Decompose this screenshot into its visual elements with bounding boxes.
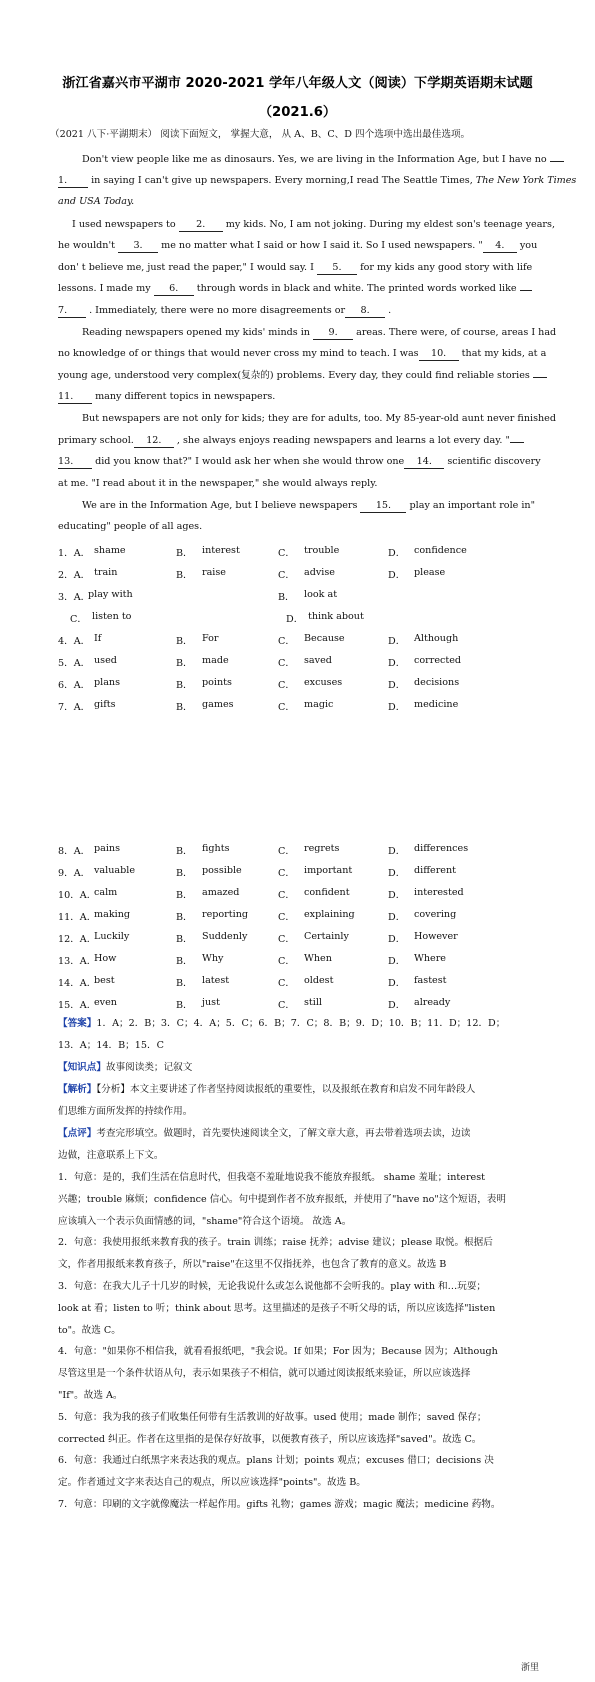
blank-8: 8. bbox=[345, 305, 385, 318]
knowledge-point: 【知识点】故事阅读类；记叙文 bbox=[58, 1062, 193, 1073]
option-c: C． bbox=[278, 978, 295, 989]
option-dt: differences bbox=[414, 843, 469, 854]
explanation-line: "If"。故选 A。 bbox=[58, 1390, 123, 1401]
explanation-line: 文，作者用报纸来教育孩子，所以"raise"在这里不仅指抚养，也包含了教育的意义。故选 B bbox=[58, 1259, 447, 1271]
option-dt: different bbox=[414, 865, 457, 876]
answer-line2: 13．A；14．B；15．C bbox=[58, 1040, 164, 1051]
option-ct: When bbox=[304, 953, 332, 964]
option-bt: made bbox=[202, 655, 229, 666]
explanation-line: 6．句意：我通过白纸黑字来表达我的观点。plans 计划；points 观点；excuses 借口；decisions 决 bbox=[58, 1455, 494, 1467]
passage-p4-line1: But newspapers are not only for kids; they are for adults, too. My 85-year-old aunt never finished bbox=[82, 413, 557, 424]
option-ct: still bbox=[304, 997, 322, 1008]
option-ct: magic bbox=[304, 699, 334, 710]
blank-9: 9. bbox=[313, 327, 353, 340]
option-ct: excuses bbox=[304, 677, 343, 688]
option-a: pains bbox=[94, 843, 121, 854]
option-bt: points bbox=[202, 677, 232, 688]
option-ct: oldest bbox=[304, 975, 334, 986]
option-bt: possible bbox=[202, 865, 242, 876]
option-num: C． bbox=[70, 614, 87, 625]
option-c: C． bbox=[278, 846, 295, 857]
option-a: shame bbox=[94, 545, 126, 556]
document-title-line2: （2021.6） bbox=[258, 105, 337, 120]
option-d: D． bbox=[388, 658, 406, 669]
option-ct: Because bbox=[304, 633, 345, 644]
option-dt: fastest bbox=[414, 975, 447, 986]
option-a: If bbox=[94, 633, 102, 644]
option-ct: saved bbox=[304, 655, 332, 666]
option-bt: latest bbox=[202, 975, 230, 986]
explanation-line: to"。故选 C。 bbox=[58, 1324, 121, 1336]
option-a: plans bbox=[94, 677, 121, 688]
option-num: 7．A． bbox=[58, 702, 91, 713]
explanation-line: 7．句意：印刷的文字就像魔法一样起作用。gifts 礼物；games 游戏；magic 魔法；medicine 药物。 bbox=[58, 1499, 501, 1510]
passage-p2-line5: 7. . Immediately, there were no more disagreements or 8. . bbox=[58, 305, 392, 316]
question-row bbox=[58, 909, 538, 923]
option-d: D． bbox=[388, 956, 406, 967]
option-c: C． bbox=[278, 658, 295, 669]
option-num: 14．A． bbox=[58, 978, 97, 989]
option-num: 13．A． bbox=[58, 956, 97, 967]
option-num: 9．A． bbox=[58, 868, 91, 879]
blank-1: 1. bbox=[58, 175, 88, 188]
option-ct: look at bbox=[304, 589, 338, 600]
blank-13: 13. bbox=[58, 456, 92, 469]
comment-line1: 【点评】考查完形填空。做题时，首先要快速阅读全文，了解文章大意，再去带着选项去读，边读 bbox=[58, 1128, 471, 1139]
passage-p4-line4: at me. "I read about it in the newspaper," she would always reply. bbox=[58, 478, 378, 489]
option-dt: medicine bbox=[414, 699, 459, 710]
comment-line2: 边做，注意联系上下文。 bbox=[58, 1150, 164, 1161]
option-num: 1．A． bbox=[58, 548, 91, 559]
option-b: B． bbox=[176, 702, 193, 713]
document-title-line1: 浙江省嘉兴市平湖市 2020-2021 学年八年级人文（阅读）下学期英语期末试题 bbox=[62, 76, 533, 91]
option-dt: please bbox=[414, 567, 446, 578]
option-b: B． bbox=[176, 956, 193, 967]
option-c: C． bbox=[278, 890, 295, 901]
option-ct: regrets bbox=[304, 843, 340, 854]
explanation-line: 定。作者通过文字来表达自己的观点，所以应该选择"points"。故选 B。 bbox=[58, 1477, 366, 1489]
option-b: B． bbox=[176, 1000, 193, 1011]
option-num: 10．A． bbox=[58, 890, 97, 901]
explanation-line: 2．句意：我使用报纸来教育我的孩子。train 训练；raise 抚养；advise 建议；please 取悦。根据后 bbox=[58, 1237, 493, 1249]
option-c: C． bbox=[278, 868, 295, 879]
option-d: D． bbox=[388, 636, 406, 647]
blank-2: 2. bbox=[179, 219, 223, 232]
option-ct: explaining bbox=[304, 909, 355, 920]
footer-mark: 浙里 bbox=[520, 1663, 539, 1673]
instruction: （2021 八下·平湖期末） 阅读下面短文， 掌握大意， 从 A、B、C、D 四个选项中选出最佳选项。 bbox=[50, 129, 471, 140]
analysis-line2: 们思维方面所发挥的持续作用。 bbox=[58, 1106, 193, 1117]
option-bt: fights bbox=[202, 843, 230, 854]
option-a: valuable bbox=[94, 865, 135, 876]
option-c: B． bbox=[278, 592, 295, 603]
explanation-line: 4．句意："如果你不相信我，就看看报纸吧，"我会说。If 如果；For 因为；Because 因为；Although bbox=[58, 1346, 498, 1358]
option-dt: Although bbox=[414, 633, 459, 644]
option-b: B． bbox=[176, 680, 193, 691]
option-a: How bbox=[94, 953, 117, 964]
option-a: listen to bbox=[92, 611, 132, 622]
option-d: D． bbox=[388, 912, 406, 923]
option-b: B． bbox=[176, 978, 193, 989]
question-row bbox=[58, 633, 538, 647]
option-num: 12．A． bbox=[58, 934, 97, 945]
blank-15: 15. bbox=[360, 500, 406, 513]
answer-line1: 【答案】1．A；2．B；3．C；4．A；5．C；6．B；7．C；8．B；9．D；10．B；11．D；12．D； bbox=[58, 1018, 506, 1029]
option-bt: just bbox=[202, 997, 220, 1008]
option-num: 3．A． bbox=[58, 592, 91, 603]
option-a: making bbox=[94, 909, 131, 920]
option-num: 15．A． bbox=[58, 1000, 97, 1011]
option-ct: Certainly bbox=[304, 931, 349, 942]
question-row bbox=[58, 931, 538, 945]
passage-p5-line2: educating" people of all ages. bbox=[58, 521, 203, 532]
explanation-line: 尽管这里是一个条件状语从句，表示如果孩子不相信，就可以通过阅读报纸来验证，所以应该选择 bbox=[58, 1368, 471, 1380]
option-c: C． bbox=[278, 680, 295, 691]
explanation-line: look at 看；listen to 听；think about 思考。这里描述的是孩子不听父母的话，所以应该选择"listen bbox=[58, 1302, 496, 1314]
explanation-line: 兴趣；trouble 麻烦；confidence 信心。句中提到作者不放弃报纸，并使用了"have no"这个短语，表明 bbox=[58, 1193, 506, 1205]
option-d: D． bbox=[388, 978, 406, 989]
explanation-line: 5．句意：我为我的孩子们收集任何带有生活教训的好故事。used 使用；made 制作；saved 保存； bbox=[58, 1411, 487, 1423]
option-b: B． bbox=[176, 846, 193, 857]
option-b: B． bbox=[176, 868, 193, 879]
passage-p2-line2: he wouldn't 3. me no matter what I said or how I said it. So I used newspapers. " 4. you bbox=[58, 240, 538, 251]
passage-p2-line3: don' t believe me, just read the paper," I would say. I 5. for my kids any good story with life bbox=[58, 262, 533, 273]
option-b: B． bbox=[176, 658, 193, 669]
passage-p3-line3: young age, understood very complex(复杂的) problems. Every day, they could find reliable stories bbox=[58, 370, 538, 382]
option-num: 6．A． bbox=[58, 680, 91, 691]
option-d: D． bbox=[388, 846, 406, 857]
option-c: C． bbox=[278, 548, 295, 559]
option-num: 2．A． bbox=[58, 570, 91, 581]
option-dt: corrected bbox=[414, 655, 462, 666]
question-row bbox=[58, 975, 538, 989]
blank-7: 7. bbox=[58, 305, 86, 318]
explanation-line: 3．句意：在我大儿子十几岁的时候，无论我说什么或怎么说他都不会听我的。play with 和…玩耍； bbox=[58, 1281, 487, 1292]
option-a: gifts bbox=[94, 699, 116, 710]
question-row bbox=[58, 677, 538, 691]
option-b: B． bbox=[176, 890, 193, 901]
option-dt: covering bbox=[414, 909, 457, 920]
option-c: C． bbox=[278, 570, 295, 581]
option-b: B． bbox=[176, 636, 193, 647]
option-dt: However bbox=[414, 931, 458, 942]
blank-12: 12. bbox=[134, 435, 174, 448]
question-row bbox=[58, 655, 538, 669]
option-a: even bbox=[94, 997, 117, 1008]
option-bt: For bbox=[202, 633, 219, 644]
option-dt: decisions bbox=[414, 677, 460, 688]
question-row bbox=[58, 953, 538, 967]
option-a: train bbox=[94, 567, 118, 578]
option-bt: Why bbox=[202, 953, 224, 964]
option-c: C． bbox=[278, 912, 295, 923]
option-bt: amazed bbox=[202, 887, 240, 898]
question-row bbox=[58, 567, 538, 581]
option-dt: already bbox=[414, 997, 451, 1008]
option-a: Luckily bbox=[94, 931, 130, 942]
option-d: D． bbox=[388, 934, 406, 945]
option-c: C． bbox=[278, 636, 295, 647]
question-row bbox=[58, 865, 538, 879]
option-ct: trouble bbox=[304, 545, 340, 556]
question-row bbox=[58, 545, 538, 559]
option-a: calm bbox=[94, 887, 118, 898]
option-a: best bbox=[94, 975, 115, 986]
question-row bbox=[58, 887, 538, 901]
option-d: D． bbox=[388, 1000, 406, 1011]
option-b: B． bbox=[176, 934, 193, 945]
explanation-line: 1．句意：是的，我们生活在信息时代，但我毫不羞耻地说我不能放弃报纸。 shame 羞耻；interest bbox=[58, 1172, 485, 1183]
option-b: B． bbox=[176, 548, 193, 559]
option-d: D． bbox=[388, 868, 406, 879]
option-num: 11．A． bbox=[58, 912, 97, 923]
blank-5: 5. bbox=[317, 262, 357, 275]
option-bt: raise bbox=[202, 567, 226, 578]
option-bt: games bbox=[202, 699, 234, 710]
passage-p2-line1: I used newspapers to 2. my kids. No, I am not joking. During my eldest son's teenage years, bbox=[72, 219, 555, 230]
blank-6: 6. bbox=[154, 283, 194, 296]
option-b: B． bbox=[176, 912, 193, 923]
option-c: C． bbox=[278, 934, 295, 945]
blank-11: 11. bbox=[58, 391, 92, 404]
option-c: D． bbox=[286, 614, 304, 625]
passage-p4-line3: 13. did you know that?" I would ask her when she would throw one 14. scientific discovery bbox=[58, 456, 541, 467]
passage-p3-line4: 11. many different topics in newspapers. bbox=[58, 391, 276, 402]
explanation-line: corrected 纠正。作者在这里指的是保存好故事，以便教育孩子，所以应该选择"saved"。故选 C。 bbox=[58, 1433, 482, 1445]
option-num: 5．A． bbox=[58, 658, 91, 669]
blank-14: 14. bbox=[404, 456, 444, 469]
question-row bbox=[58, 589, 538, 603]
option-a: used bbox=[94, 655, 117, 666]
option-c: C． bbox=[278, 1000, 295, 1011]
question-row bbox=[58, 843, 538, 857]
question-row bbox=[58, 997, 538, 1011]
passage-p2-line4: lessons. I made my 6. through words in black and white. The printed words worked like bbox=[58, 283, 538, 296]
option-d: D． bbox=[388, 890, 406, 901]
option-c: C． bbox=[278, 702, 295, 713]
option-d: D． bbox=[388, 548, 406, 559]
option-d: D． bbox=[388, 702, 406, 713]
option-ct: confident bbox=[304, 887, 350, 898]
question-row bbox=[58, 699, 538, 713]
explanation-line: 应该填入一个表示负面情感的词，"shame"符合这个语境。 故选 A。 bbox=[58, 1215, 352, 1227]
option-d: D． bbox=[388, 570, 406, 581]
option-num: 4．A． bbox=[58, 636, 91, 647]
passage-p3-line2: no knowledge of or things that would never cross my mind to teach. I was 10. that my kids, at a bbox=[58, 348, 547, 359]
passage-p3-line1: Reading newspapers opened my kids' minds in 9. areas. There were, of course, areas I had bbox=[82, 327, 557, 338]
passage-p1-line2: 1. in saying I can't give up newspapers. Every morning,I read The Seattle Times, The New York Times bbox=[58, 175, 577, 186]
passage-p4-line2: primary school. 12. , she always enjoys reading newspapers and learns a lot every day. " bbox=[58, 435, 538, 448]
option-ct: advise bbox=[304, 567, 335, 578]
question-row bbox=[58, 611, 538, 625]
option-ct: think about bbox=[308, 611, 364, 622]
analysis-line1: 【解析】【分析】本文主要讲述了作者坚持阅读报纸的重要性，以及报纸在教育和启发不同年龄段人 bbox=[58, 1084, 476, 1095]
option-dt: Where bbox=[414, 953, 446, 964]
passage-p5-line1: We are in the Information Age, but I believe newspapers 15. play an important role in" bbox=[82, 500, 536, 511]
passage-p1-line3: and USA Today. bbox=[58, 196, 135, 207]
blank-3: 3. bbox=[118, 240, 158, 253]
option-b: B． bbox=[176, 570, 193, 581]
option-c: C． bbox=[278, 956, 295, 967]
blank-10: 10. bbox=[419, 348, 459, 361]
option-bt: reporting bbox=[202, 909, 249, 920]
blank-4: 4. bbox=[483, 240, 517, 253]
option-ct: important bbox=[304, 865, 353, 876]
option-d: D． bbox=[388, 680, 406, 691]
option-num: 8．A． bbox=[58, 846, 91, 857]
option-a: play with bbox=[88, 589, 133, 600]
option-bt: Suddenly bbox=[202, 931, 248, 942]
passage-p1-line1: Don't view people like me as dinosaurs. Yes, we are living in the Information Age, but I have no bbox=[82, 154, 538, 166]
option-dt: confidence bbox=[414, 545, 467, 556]
option-dt: interested bbox=[414, 887, 464, 898]
option-bt: interest bbox=[202, 545, 240, 556]
